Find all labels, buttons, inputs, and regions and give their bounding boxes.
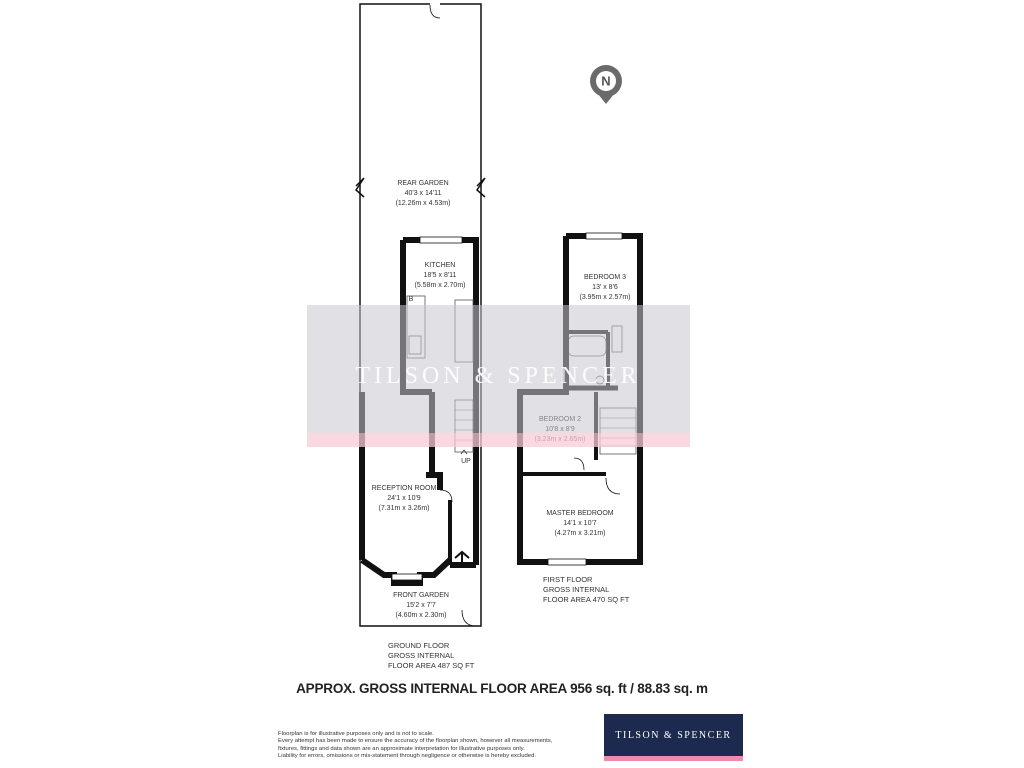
svg-text:14'1 x 10'7: 14'1 x 10'7 bbox=[563, 520, 597, 527]
boiler-marker: B bbox=[408, 296, 414, 303]
rear-gate-gap bbox=[430, 2, 440, 7]
master-bedroom-label bbox=[546, 510, 613, 537]
svg-text:GROUND FLOOR: GROUND FLOOR bbox=[388, 641, 450, 650]
bay-window-glass bbox=[392, 574, 422, 580]
agency-logo-text: TILSON & SPENCER bbox=[615, 729, 732, 741]
svg-text:GROSS INTERNAL: GROSS INTERNAL bbox=[388, 651, 455, 660]
north-compass-icon bbox=[590, 65, 622, 104]
disclaimer-line: Every attempt has been made to ensure the accuracy of the floorplan shown, however all measurements, bbox=[278, 738, 553, 745]
bedroom3-window bbox=[586, 233, 622, 239]
front-garden-label bbox=[393, 592, 449, 619]
kitchen-window bbox=[420, 237, 462, 243]
master-door-swing bbox=[606, 478, 620, 494]
svg-text:(12.26m x 4.53m): (12.26m x 4.53m) bbox=[395, 200, 451, 207]
svg-text:(7.31m x 3.26m): (7.31m x 3.26m) bbox=[378, 505, 430, 512]
svg-text:18'5 x 8'11: 18'5 x 8'11 bbox=[423, 272, 457, 279]
svg-text:GROSS INTERNAL: GROSS INTERNAL bbox=[543, 585, 610, 594]
svg-text:(5.58m x 2.70m): (5.58m x 2.70m) bbox=[414, 282, 466, 289]
svg-text:24'1 x 10'9: 24'1 x 10'9 bbox=[387, 495, 421, 502]
disclaimer-line: Floorplan is for illustrative purposes only and is not to scale. bbox=[278, 731, 434, 737]
svg-text:FIRST FLOOR: FIRST FLOOR bbox=[543, 575, 593, 584]
disclaimer-text bbox=[278, 731, 608, 761]
svg-text:13' x 8'6: 13' x 8'6 bbox=[592, 284, 618, 291]
svg-text:MASTER BEDROOM: MASTER BEDROOM bbox=[546, 510, 614, 517]
master-window bbox=[548, 559, 586, 565]
disclaimer-line: Liability for errors, omissions or mis-statement through negligence or otherwise is hereby excluded. bbox=[278, 753, 536, 760]
svg-text:N: N bbox=[601, 73, 611, 89]
reception-room-label bbox=[372, 485, 437, 512]
rear-garden-label bbox=[396, 180, 451, 207]
svg-text:(3.95m x 2.57m): (3.95m x 2.57m) bbox=[579, 294, 631, 301]
total-floor-area: APPROX. GROSS INTERNAL FLOOR AREA 956 sq. ft / 88.83 sq. m bbox=[296, 681, 708, 696]
svg-text:40'3 x 14'11: 40'3 x 14'11 bbox=[404, 190, 442, 197]
svg-text:BEDROOM 3: BEDROOM 3 bbox=[583, 274, 627, 281]
disclaimer-line: fixtures, fittings and data shown are an approximate interpretation for illustrative purposes only. bbox=[278, 745, 525, 752]
first-floor-area-label bbox=[543, 575, 630, 604]
watermark-text: TILSON & SPENCER bbox=[355, 363, 641, 389]
watermark bbox=[307, 305, 690, 447]
svg-text:RECEPTION ROOM: RECEPTION ROOM bbox=[371, 485, 437, 492]
svg-text:15'2 x 7'7: 15'2 x 7'7 bbox=[406, 602, 436, 609]
watermark-stripe bbox=[307, 433, 690, 447]
agency-logo bbox=[604, 714, 743, 761]
svg-text:FLOOR AREA 470 SQ FT: FLOOR AREA 470 SQ FT bbox=[543, 595, 630, 604]
svg-text:(4.27m x 3.21m): (4.27m x 3.21m) bbox=[554, 530, 606, 537]
svg-text:REAR GARDEN: REAR GARDEN bbox=[397, 180, 449, 187]
kitchen-label bbox=[415, 262, 466, 289]
front-gate-swing bbox=[462, 610, 476, 626]
svg-text:FLOOR AREA 487 SQ FT: FLOOR AREA 487 SQ FT bbox=[388, 661, 475, 670]
stairs-up-label: UP bbox=[461, 458, 471, 465]
svg-text:FRONT GARDEN: FRONT GARDEN bbox=[393, 592, 449, 599]
bedroom3-label bbox=[580, 274, 631, 301]
svg-text:KITCHEN: KITCHEN bbox=[424, 262, 456, 269]
bedroom2-door-swing bbox=[574, 458, 584, 470]
ground-floor-area-label bbox=[388, 641, 475, 670]
svg-text:(4.60m x 2.30m): (4.60m x 2.30m) bbox=[395, 612, 447, 619]
